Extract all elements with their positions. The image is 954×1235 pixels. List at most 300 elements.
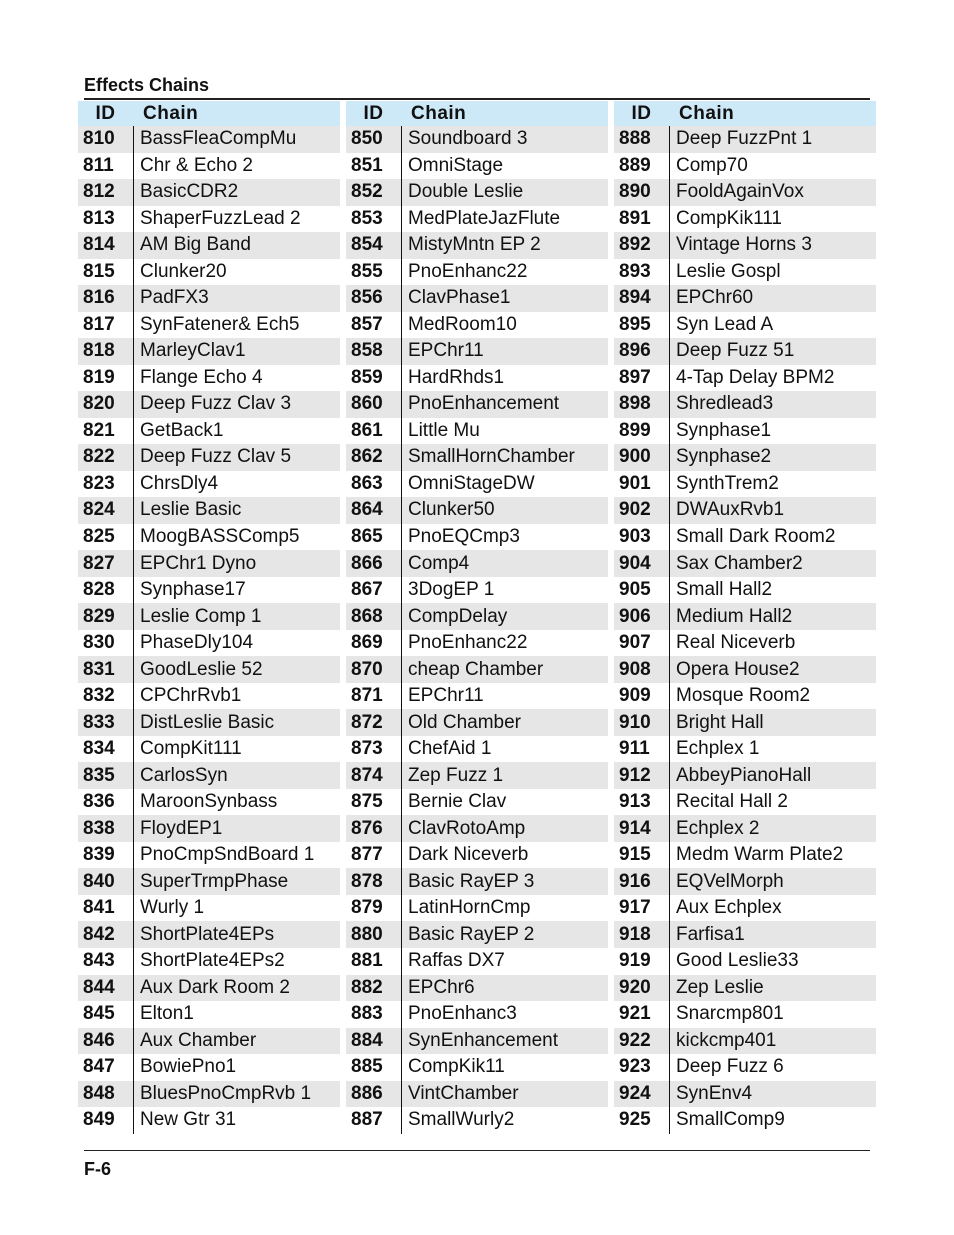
chain-id: 907 (619, 632, 651, 654)
table-row (346, 1107, 608, 1134)
chain-name: Comp70 (669, 153, 876, 180)
chain-name: Deep FuzzPnt 1 (669, 126, 876, 153)
table-row (346, 153, 608, 180)
table-row (78, 312, 340, 339)
chain-id: 865 (351, 525, 383, 547)
chain-name: AbbeyPianoHall (669, 762, 876, 789)
chain-id: 878 (351, 870, 383, 892)
chain-name: Medm Warm Plate2 (669, 842, 876, 869)
chain-id: 897 (619, 366, 651, 388)
chain-id: 860 (351, 393, 383, 415)
chain-name: SmallHornChamber (401, 444, 608, 471)
chain-name: CompKik111 (669, 206, 876, 233)
bottom-rule (84, 1150, 870, 1151)
chain-name: Raffas DX7 (401, 948, 608, 975)
chain-name: Vintage Horns 3 (669, 232, 876, 259)
chain-name: Recital Hall 2 (669, 789, 876, 816)
chain-id: 912 (619, 764, 651, 786)
chain-name: DWAuxRvb1 (669, 497, 876, 524)
chain-name: Echplex 2 (669, 815, 876, 842)
chain-id: 893 (619, 260, 651, 282)
chain-id: 825 (83, 525, 115, 547)
chain-id: 888 (619, 128, 651, 150)
table-row (614, 1028, 876, 1055)
chain-name: CarlosSyn (133, 762, 340, 789)
table-row (346, 656, 608, 683)
chain-name: MistyMntn EP 2 (401, 232, 608, 259)
table-row (78, 338, 340, 365)
table-row (346, 232, 608, 259)
chain-name: BowiePno1 (133, 1054, 340, 1081)
chain-id: 895 (619, 313, 651, 335)
table-row (346, 1001, 608, 1028)
table-header (346, 101, 608, 126)
table-row (346, 948, 608, 975)
chain-name: PhaseDly104 (133, 630, 340, 657)
table-row (78, 815, 340, 842)
table-row (346, 868, 608, 895)
table-row (614, 895, 876, 922)
table-row (614, 1001, 876, 1028)
chain-id: 864 (351, 499, 383, 521)
table-row (346, 497, 608, 524)
chain-id: 862 (351, 446, 383, 468)
chain-name: ShortPlate4EPs2 (133, 948, 340, 975)
chain-name: EPChr11 (401, 338, 608, 365)
chain-name: FooldAgainVox (669, 179, 876, 206)
table-row (346, 736, 608, 763)
chain-name: GoodLeslie 52 (133, 656, 340, 683)
chain-id: 824 (83, 499, 115, 521)
chain-name: Clunker50 (401, 497, 608, 524)
chain-id: 849 (83, 1109, 115, 1131)
chain-name: OmniStage (401, 153, 608, 180)
table-row (614, 259, 876, 286)
chain-name: ChefAid 1 (401, 736, 608, 763)
chain-id: 840 (83, 870, 115, 892)
chain-name: Zep Fuzz 1 (401, 762, 608, 789)
chain-id: 817 (83, 313, 115, 335)
chain-name: 3DogEP 1 (401, 577, 608, 604)
table-column-1 (78, 101, 340, 1134)
table-row (78, 948, 340, 975)
chain-name: Medium Hall2 (669, 603, 876, 630)
chain-name: Basic RayEP 3 (401, 868, 608, 895)
chain-name: Mosque Room2 (669, 683, 876, 710)
chain-id: 814 (83, 234, 115, 256)
table-row (346, 762, 608, 789)
chain-id: 847 (83, 1056, 115, 1078)
chain-name: SynthTrem2 (669, 471, 876, 498)
table-row (614, 497, 876, 524)
table-row (614, 285, 876, 312)
table-row (614, 338, 876, 365)
chain-name: ShaperFuzzLead 2 (133, 206, 340, 233)
chain-name: Synphase2 (669, 444, 876, 471)
table-row (346, 550, 608, 577)
chain-id: 914 (619, 817, 651, 839)
table-row (346, 895, 608, 922)
chain-id: 879 (351, 897, 383, 919)
chain-id: 883 (351, 1003, 383, 1025)
table-row (78, 153, 340, 180)
chain-id: 884 (351, 1029, 383, 1051)
chain-name: Aux Echplex (669, 895, 876, 922)
chain-id: 834 (83, 738, 115, 760)
chain-name: Flange Echo 4 (133, 365, 340, 392)
chain-id: 877 (351, 844, 383, 866)
chain-name: Comp4 (401, 550, 608, 577)
chain-id: 917 (619, 897, 651, 919)
chain-id: 916 (619, 870, 651, 892)
chain-name: Snarcmp801 (669, 1001, 876, 1028)
table-row (78, 471, 340, 498)
chain-name: AM Big Band (133, 232, 340, 259)
chain-id: 851 (351, 154, 383, 176)
table-row (78, 603, 340, 630)
chain-name: Leslie Comp 1 (133, 603, 340, 630)
chain-name: PnoEQCmp3 (401, 524, 608, 551)
chain-id: 812 (83, 181, 115, 203)
chain-name: Farfisa1 (669, 921, 876, 948)
chain-id: 913 (619, 791, 651, 813)
table-column-2 (346, 101, 608, 1134)
table-row (78, 975, 340, 1002)
table-row (614, 789, 876, 816)
chain-id: 869 (351, 632, 383, 654)
chain-id: 853 (351, 207, 383, 229)
table-row (78, 895, 340, 922)
chain-name: PadFX3 (133, 285, 340, 312)
chain-name: GetBack1 (133, 418, 340, 445)
chain-name: EPChr6 (401, 975, 608, 1002)
table-row (78, 550, 340, 577)
chain-id: 900 (619, 446, 651, 468)
chain-name: Bright Hall (669, 709, 876, 736)
chain-name: Sax Chamber2 (669, 550, 876, 577)
table-row (78, 524, 340, 551)
chain-name: ChrsDly4 (133, 471, 340, 498)
chain-id: 880 (351, 923, 383, 945)
chain-name: Syn Lead A (669, 312, 876, 339)
table-row (78, 1001, 340, 1028)
chain-name: PnoEnhanc22 (401, 259, 608, 286)
table-row (346, 126, 608, 153)
table-row (346, 815, 608, 842)
table-row (346, 338, 608, 365)
table-row (346, 1081, 608, 1108)
chain-id: 889 (619, 154, 651, 176)
chain-id: 902 (619, 499, 651, 521)
table-row (614, 206, 876, 233)
chain-name: Aux Chamber (133, 1028, 340, 1055)
chain-name: HardRhds1 (401, 365, 608, 392)
chain-name: SmallComp9 (669, 1107, 876, 1134)
chain-name: LatinHornCmp (401, 895, 608, 922)
chain-name: BluesPnoCmpRvb 1 (133, 1081, 340, 1108)
chain-id: 896 (619, 340, 651, 362)
chain-id: 871 (351, 685, 383, 707)
chain-name: Clunker20 (133, 259, 340, 286)
table-row (346, 1054, 608, 1081)
chain-name: Double Leslie (401, 179, 608, 206)
chain-id: 854 (351, 234, 383, 256)
table-row (346, 391, 608, 418)
table-row (346, 577, 608, 604)
table-row (78, 709, 340, 736)
chain-id: 813 (83, 207, 115, 229)
chain-id: 831 (83, 658, 115, 680)
chain-id: 844 (83, 976, 115, 998)
table-row (614, 709, 876, 736)
table-row (614, 471, 876, 498)
top-rule (84, 98, 870, 100)
chain-id: 843 (83, 950, 115, 972)
chain-id: 925 (619, 1109, 651, 1131)
table-row (346, 975, 608, 1002)
chain-id: 892 (619, 234, 651, 256)
chain-id: 898 (619, 393, 651, 415)
table-row (346, 285, 608, 312)
table-row (614, 312, 876, 339)
table-row (346, 444, 608, 471)
chain-name: Old Chamber (401, 709, 608, 736)
chain-name: Wurly 1 (133, 895, 340, 922)
chain-id: 921 (619, 1003, 651, 1025)
table-row (78, 577, 340, 604)
chain-id: 842 (83, 923, 115, 945)
chain-name: New Gtr 31 (133, 1107, 340, 1134)
chain-name: Deep Fuzz 51 (669, 338, 876, 365)
chain-id: 920 (619, 976, 651, 998)
chain-id: 833 (83, 711, 115, 733)
table-row (614, 153, 876, 180)
chain-name: CompDelay (401, 603, 608, 630)
chain-id: 872 (351, 711, 383, 733)
table-row (78, 391, 340, 418)
chain-name: Good Leslie33 (669, 948, 876, 975)
section-title: Effects Chains (84, 75, 210, 95)
table-row (614, 1054, 876, 1081)
chain-id: 922 (619, 1029, 651, 1051)
table-row (614, 232, 876, 259)
chain-id: 874 (351, 764, 383, 786)
chain-id: 850 (351, 128, 383, 150)
chain-id: 838 (83, 817, 115, 839)
table-row (78, 206, 340, 233)
chain-id: 859 (351, 366, 383, 388)
header-chain: Chain (411, 102, 467, 124)
table-row (346, 921, 608, 948)
chain-name: Chr & Echo 2 (133, 153, 340, 180)
chain-name: PnoCmpSndBoard 1 (133, 842, 340, 869)
chain-id: 828 (83, 579, 115, 601)
chain-name: PnoEnhancement (401, 391, 608, 418)
chain-id: 818 (83, 340, 115, 362)
chain-id: 919 (619, 950, 651, 972)
table-row (346, 789, 608, 816)
chain-id: 835 (83, 764, 115, 786)
header-id: ID (631, 102, 652, 124)
chain-id: 886 (351, 1082, 383, 1104)
chain-name: EPChr1 Dyno (133, 550, 340, 577)
table-row (614, 577, 876, 604)
chain-name: Deep Fuzz Clav 3 (133, 391, 340, 418)
table-row (614, 1107, 876, 1134)
chain-name: Deep Fuzz 6 (669, 1054, 876, 1081)
chain-name: Leslie Gospl (669, 259, 876, 286)
chain-id: 852 (351, 181, 383, 203)
table-row (614, 736, 876, 763)
chain-name: EPChr11 (401, 683, 608, 710)
chain-id: 904 (619, 552, 651, 574)
chain-id: 855 (351, 260, 383, 282)
chain-id: 866 (351, 552, 383, 574)
chain-id: 819 (83, 366, 115, 388)
table-row (614, 550, 876, 577)
chain-name: Real Niceverb (669, 630, 876, 657)
table-row (614, 391, 876, 418)
chain-id: 848 (83, 1082, 115, 1104)
chain-name: cheap Chamber (401, 656, 608, 683)
chain-id: 863 (351, 472, 383, 494)
chain-name: FloydEP1 (133, 815, 340, 842)
table-row (78, 418, 340, 445)
table-row (614, 921, 876, 948)
chain-name: BassFleaCompMu (133, 126, 340, 153)
chain-id: 875 (351, 791, 383, 813)
chain-id: 899 (619, 419, 651, 441)
table-row (78, 285, 340, 312)
chain-name: ShortPlate4EPs (133, 921, 340, 948)
table-row (614, 179, 876, 206)
table-row (346, 365, 608, 392)
table-row (614, 975, 876, 1002)
chain-name: MedPlateJazFlute (401, 206, 608, 233)
chain-name: PnoEnhanc3 (401, 1001, 608, 1028)
chain-name: Basic RayEP 2 (401, 921, 608, 948)
chain-name: SuperTrmpPhase (133, 868, 340, 895)
table-row (614, 762, 876, 789)
table-row (614, 656, 876, 683)
table-row (346, 259, 608, 286)
chain-id: 846 (83, 1029, 115, 1051)
table-row (614, 126, 876, 153)
table-row (346, 683, 608, 710)
table-row (78, 842, 340, 869)
chain-name: ClavPhase1 (401, 285, 608, 312)
chain-name: Zep Leslie (669, 975, 876, 1002)
chain-name: CPChrRvb1 (133, 683, 340, 710)
chain-name: Synphase17 (133, 577, 340, 604)
chain-name: Small Dark Room2 (669, 524, 876, 551)
table-row (346, 179, 608, 206)
table-row (614, 842, 876, 869)
table-header (78, 101, 340, 126)
table-row (78, 126, 340, 153)
chain-id: 823 (83, 472, 115, 494)
table-row (614, 444, 876, 471)
chain-name: CompKik11 (401, 1054, 608, 1081)
table-row (78, 1107, 340, 1134)
table-row (78, 497, 340, 524)
table-row (614, 1081, 876, 1108)
table-row (346, 1028, 608, 1055)
table-row (78, 789, 340, 816)
chain-id: 891 (619, 207, 651, 229)
chain-name: OmniStageDW (401, 471, 608, 498)
chain-id: 868 (351, 605, 383, 627)
chain-id: 911 (619, 738, 650, 760)
table-row (614, 868, 876, 895)
chain-id: 810 (83, 128, 115, 150)
table-row (78, 365, 340, 392)
table-row (78, 179, 340, 206)
chain-name: ClavRotoAmp (401, 815, 608, 842)
chain-name: SmallWurly2 (401, 1107, 608, 1134)
chain-name: Aux Dark Room 2 (133, 975, 340, 1002)
chain-name: EPChr60 (669, 285, 876, 312)
chain-id: 815 (83, 260, 115, 282)
table-row (78, 1054, 340, 1081)
chain-id: 903 (619, 525, 651, 547)
chain-name: Shredlead3 (669, 391, 876, 418)
table-row (614, 630, 876, 657)
chain-id: 841 (83, 897, 115, 919)
table-row (614, 815, 876, 842)
chain-name: Soundboard 3 (401, 126, 608, 153)
table-row (78, 1081, 340, 1108)
table-row (614, 418, 876, 445)
chain-name: Opera House2 (669, 656, 876, 683)
chain-id: 856 (351, 287, 383, 309)
chain-id: 839 (83, 844, 115, 866)
chain-name: SynEnv4 (669, 1081, 876, 1108)
chain-id: 861 (351, 419, 383, 441)
table-row (614, 948, 876, 975)
chain-id: 858 (351, 340, 383, 362)
chain-name: kickcmp401 (669, 1028, 876, 1055)
chain-id: 873 (351, 738, 383, 760)
table-row (78, 868, 340, 895)
table-row (78, 683, 340, 710)
table-row (346, 418, 608, 445)
table-row (614, 683, 876, 710)
chain-name: VintChamber (401, 1081, 608, 1108)
chain-id: 882 (351, 976, 383, 998)
table-row (78, 921, 340, 948)
chain-id: 906 (619, 605, 651, 627)
chain-id: 905 (619, 579, 651, 601)
table-row (78, 736, 340, 763)
chain-id: 887 (351, 1109, 383, 1131)
table-row (78, 656, 340, 683)
page-number: F-6 (84, 1159, 111, 1179)
table-row (346, 312, 608, 339)
chain-id: 910 (619, 711, 651, 733)
chain-name: SynEnhancement (401, 1028, 608, 1055)
chain-name: MoogBASSComp5 (133, 524, 340, 551)
chain-id: 923 (619, 1056, 651, 1078)
chain-name: DistLeslie Basic (133, 709, 340, 736)
chain-id: 857 (351, 313, 383, 335)
chain-id: 881 (351, 950, 383, 972)
chain-name: Leslie Basic (133, 497, 340, 524)
chain-name: Deep Fuzz Clav 5 (133, 444, 340, 471)
table-header (614, 101, 876, 126)
table-row (346, 524, 608, 551)
header-id: ID (95, 102, 116, 124)
